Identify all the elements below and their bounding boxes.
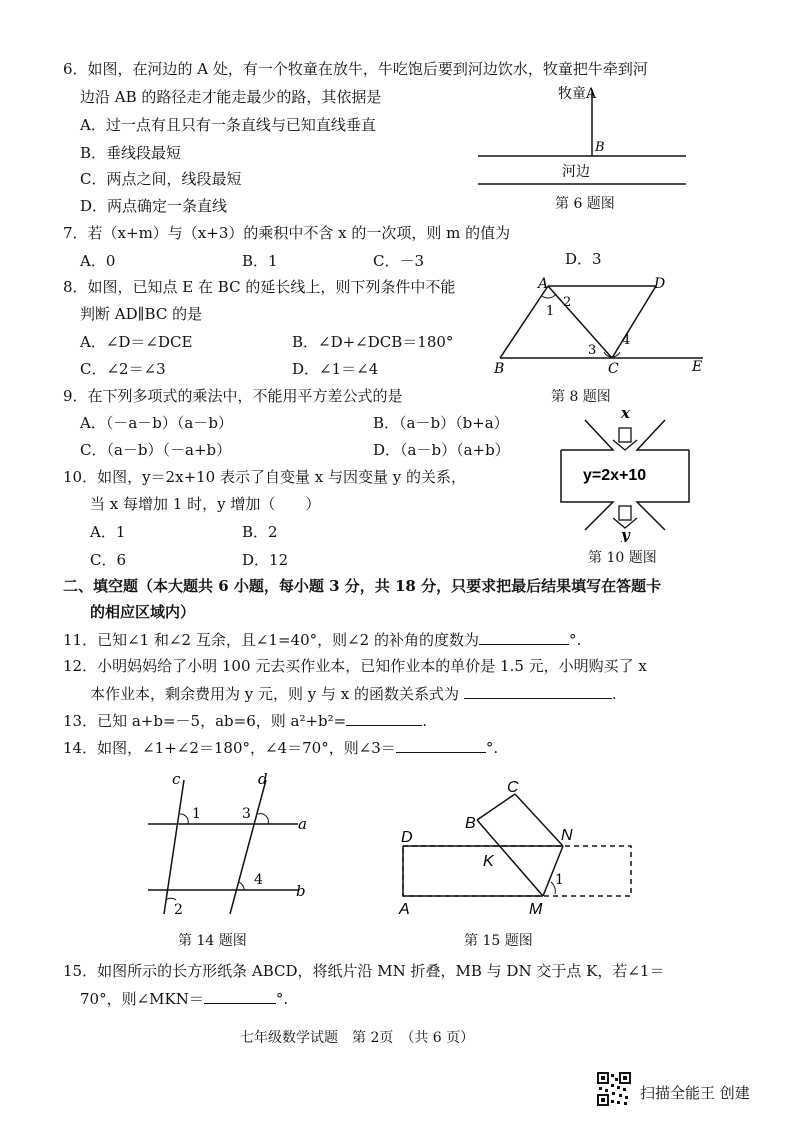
- q10-label-x: x: [621, 404, 630, 422]
- q8-label-b: B: [494, 361, 505, 376]
- q8-stem-line1: 8．如图，已知点 E 在 BC 的延长线上，则下列条件中不能: [63, 278, 456, 296]
- q14-label-b: b: [296, 882, 306, 900]
- scanner-brand-text: 扫描全能王 创建: [640, 1084, 750, 1102]
- section2-heading-line2: 的相应区域内）: [90, 603, 196, 621]
- q8-label-a: A: [538, 276, 549, 292]
- q9-option-d: D．（a－b）（a+b）: [373, 441, 510, 459]
- q11-stem: 11．已知∠1 和∠2 互余，且∠1=40°，则∠2 的补角的度数为: [63, 631, 479, 649]
- q9-option-b: B．（a－b）（b+a）: [373, 414, 509, 432]
- q7-stem: 7．若（x+m）与（x+3）的乘积中不含 x 的一次项，则 m 的值为: [63, 224, 511, 242]
- q11-suffix: °.: [569, 631, 582, 649]
- q8-option-c: C．∠2＝∠3: [80, 360, 166, 378]
- q15-label-a: A: [399, 901, 410, 918]
- q7-option-d: D．3: [565, 250, 602, 268]
- q13-suffix: .: [422, 712, 427, 730]
- q6-caption: 第 6 题图: [555, 196, 615, 212]
- q14-angle-4: 4: [254, 872, 263, 888]
- q13-answer-blank[interactable]: [346, 711, 422, 726]
- q10-option-d: D．12: [242, 551, 289, 569]
- q14-label-a: a: [298, 815, 307, 833]
- q8-option-d: D．∠1＝∠4: [292, 360, 379, 378]
- q15-label-k: K: [483, 853, 494, 870]
- q10-figure: [555, 402, 695, 542]
- q15-suffix: °.: [275, 990, 289, 1008]
- q7-option-b: B．1: [242, 252, 278, 270]
- q8-label-e: E: [692, 359, 703, 375]
- q14-label-d: d: [258, 770, 268, 788]
- q14-angle-1: 1: [192, 806, 201, 822]
- q15-label-n: N: [561, 827, 573, 844]
- q14-suffix: °.: [485, 739, 499, 757]
- q12-stem-line2: 本作业本，剩余费用为 y 元，则 y 与 x 的函数关系式为: [90, 685, 460, 703]
- q8-option-b: B．∠D+∠DCB＝180°: [292, 333, 454, 351]
- q14-caption: 第 14 题图: [178, 933, 247, 949]
- q12-stem-line1: 12．小明妈妈给了小明 100 元去买作业本，已知作业本的单价是 1.5 元，小明购买了 x: [63, 657, 647, 675]
- q14-line: [63, 738, 498, 757]
- q14-label-c: c: [172, 770, 181, 788]
- q10-option-a: A．1: [90, 523, 126, 541]
- q15-angle-1: 1: [555, 872, 564, 888]
- q10-formula: y=2x+10: [583, 467, 647, 484]
- q10-stem-line2: 当 x 每增加 1 时，y 增加（ ）: [90, 495, 321, 513]
- q11-answer-blank[interactable]: [479, 630, 569, 645]
- q8-label-c: C: [608, 361, 619, 376]
- q6-option-d: D．两点确定一条直线: [80, 197, 228, 215]
- q13-line: [63, 711, 427, 730]
- q8-caption: 第 8 题图: [551, 389, 611, 405]
- q15-line2: [80, 989, 288, 1008]
- q7-option-a: A．0: [80, 252, 116, 270]
- q7-option-c: C．－3: [373, 252, 425, 270]
- q9-option-a: A．（－a－b）（a－b）: [80, 414, 233, 432]
- q14-angle-2: 2: [174, 902, 183, 918]
- q15-answer-blank[interactable]: [204, 989, 276, 1004]
- q13-stem: 13．已知 a+b=－5，ab=6，则 a²+b²=: [63, 712, 347, 730]
- q8-label-d: D: [654, 276, 666, 292]
- q6-option-b: B．垂线段最短: [80, 144, 182, 162]
- q9-stem: 9．在下列多项式的乘法中，不能用平方差公式的是: [63, 387, 403, 405]
- q8-option-a: A．∠D＝∠DCE: [80, 333, 193, 351]
- q6-stem-line2: 边沿 AB 的路径走才能走最少的路，其依据是: [80, 88, 382, 106]
- q12-line2: [90, 684, 617, 703]
- q10-option-b: B．2: [242, 523, 278, 541]
- qr-code-icon: [597, 1072, 631, 1106]
- q6-label-b: B: [595, 140, 605, 155]
- q10-label-y: y: [621, 526, 630, 542]
- q8-angle-1: 1: [546, 304, 555, 319]
- q10-caption: 第 10 题图: [588, 550, 657, 566]
- q15-label-m: M: [529, 901, 543, 918]
- q6-label-river: 河边: [562, 164, 590, 180]
- q9-option-c: C．（a－b）（－a+b）: [80, 441, 232, 459]
- q15-label-b: B: [465, 815, 476, 832]
- q6-figure: [470, 78, 700, 188]
- q12-suffix: .: [611, 685, 617, 703]
- q6-option-a: A．过一点有且只有一条直线与已知直线垂直: [80, 116, 376, 134]
- q8-stem-line2: 判断 AD∥BC 的是: [80, 305, 203, 323]
- q11-line: [63, 630, 581, 649]
- q8-angle-4: 4: [622, 333, 631, 348]
- q10-option-c: C．6: [90, 551, 127, 569]
- q15-caption: 第 15 题图: [464, 933, 533, 949]
- q14-figure: [140, 768, 320, 920]
- q14-angle-3: 3: [242, 806, 251, 822]
- q6-option-c: C．两点之间，线段最短: [80, 170, 242, 188]
- q12-answer-blank[interactable]: [464, 684, 612, 699]
- q14-stem: 14．如图，∠1+∠2＝180°，∠4＝70°，则∠3＝: [63, 739, 396, 757]
- q15-figure: [395, 772, 635, 920]
- q10-stem-line1: 10．如图，y＝2x+10 表示了自变量 x 与因变量 y 的关系，: [63, 468, 466, 486]
- q15-label-c: C: [507, 779, 519, 796]
- q14-answer-blank[interactable]: [396, 738, 486, 753]
- q6-stem-line1: 6．如图，在河边的 A 处，有一个牧童在放牛，牛吃饱后要到河边饮水，牧童把牛牵到河: [63, 60, 648, 78]
- page-footer: 七年级数学试题 第 2页 （共 6 页）: [240, 1030, 475, 1046]
- q8-angle-2: 2: [563, 295, 572, 310]
- q8-figure: [488, 272, 708, 376]
- q6-label-a: 牧童A: [558, 86, 597, 102]
- q8-angle-3: 3: [588, 343, 597, 358]
- q15-label-d: D: [401, 829, 413, 846]
- section2-heading-line1: 二、填空题（本大题共 6 小题，每小题 3 分，共 18 分，只要求把最后结果填写在答题卡: [63, 577, 662, 595]
- q15-stem-line2: 70°，则∠MKN＝: [80, 990, 204, 1008]
- q15-stem-line1: 15．如图所示的长方形纸条 ABCD，将纸片沿 MN 折叠，MB 与 DN 交于点 K，若∠1＝: [63, 962, 665, 980]
